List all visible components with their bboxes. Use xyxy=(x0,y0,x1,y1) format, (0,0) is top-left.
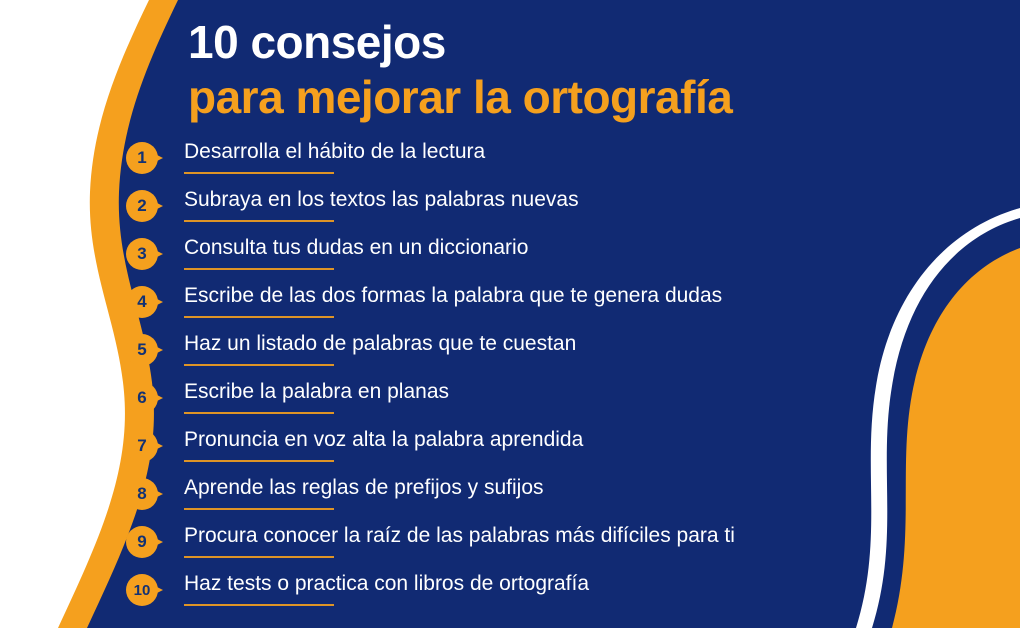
tip-number-badge xyxy=(126,478,176,512)
tip-content xyxy=(176,476,1006,510)
list-item xyxy=(126,476,1006,524)
list-item xyxy=(126,572,1006,620)
list-item xyxy=(126,236,1006,284)
tip-content xyxy=(176,572,1006,606)
tip-number-badge xyxy=(126,430,176,464)
tip-number: 4 xyxy=(126,286,158,318)
tip-underline xyxy=(184,460,334,462)
tip-text: Escribe de las dos formas la palabra que te genera dudas xyxy=(184,284,723,307)
list-item xyxy=(126,284,1006,332)
tip-content xyxy=(176,284,1006,318)
tip-text: Pronuncia en voz alta la palabra aprendida xyxy=(184,428,584,451)
tip-content xyxy=(176,188,1006,222)
tip-number-badge xyxy=(126,574,176,608)
list-item xyxy=(126,380,1006,428)
title-line-2: para mejorar la ortografía xyxy=(188,70,733,123)
tip-number: 1 xyxy=(126,142,158,174)
tip-number-badge xyxy=(126,238,176,272)
tip-content xyxy=(176,380,1006,414)
tip-number-badge xyxy=(126,526,176,560)
tips-list xyxy=(126,140,1006,620)
tip-underline xyxy=(184,364,334,366)
tip-content xyxy=(176,140,1006,174)
tip-number-badge xyxy=(126,142,176,176)
tip-number: 10 xyxy=(126,574,158,606)
tip-text: Haz tests o practica con libros de ortografía xyxy=(184,572,590,595)
tip-number-badge xyxy=(126,286,176,320)
tip-content xyxy=(176,332,1006,366)
tip-underline xyxy=(184,604,334,606)
tip-text: Procura conocer la raíz de las palabras más difíciles para ti xyxy=(184,524,735,547)
title-line-1: 10 consejos xyxy=(188,16,446,68)
tip-text: Haz un listado de palabras que te cuestan xyxy=(184,332,577,355)
tip-number: 2 xyxy=(126,190,158,222)
tip-underline xyxy=(184,220,334,222)
tip-content xyxy=(176,236,1006,270)
tip-underline xyxy=(184,556,334,558)
tip-number: 9 xyxy=(126,526,158,558)
tip-underline xyxy=(184,268,334,270)
tip-underline xyxy=(184,412,334,414)
tip-underline xyxy=(184,316,334,318)
tip-text: Escribe la palabra en planas xyxy=(184,380,450,403)
tip-number: 5 xyxy=(126,334,158,366)
list-item xyxy=(126,188,1006,236)
tip-number-badge xyxy=(126,334,176,368)
tip-text: Subraya en los textos las palabras nuevas xyxy=(184,188,579,211)
tip-text: Consulta tus dudas en un diccionario xyxy=(184,236,529,259)
tip-number-badge xyxy=(126,382,176,416)
tip-content xyxy=(176,428,1006,462)
tip-number: 8 xyxy=(126,478,158,510)
tip-number: 7 xyxy=(126,430,158,462)
list-item xyxy=(126,524,1006,572)
tip-text: Aprende las reglas de prefijos y sufijos xyxy=(184,476,544,499)
tip-number-badge xyxy=(126,190,176,224)
list-item xyxy=(126,428,1006,476)
tip-content xyxy=(176,524,1006,558)
list-item xyxy=(126,140,1006,188)
poster-title xyxy=(188,18,988,123)
list-item xyxy=(126,332,1006,380)
tip-underline xyxy=(184,172,334,174)
tip-text: Desarrolla el hábito de la lectura xyxy=(184,140,486,163)
tip-underline xyxy=(184,508,334,510)
tip-number: 6 xyxy=(126,382,158,414)
tip-number: 3 xyxy=(126,238,158,270)
